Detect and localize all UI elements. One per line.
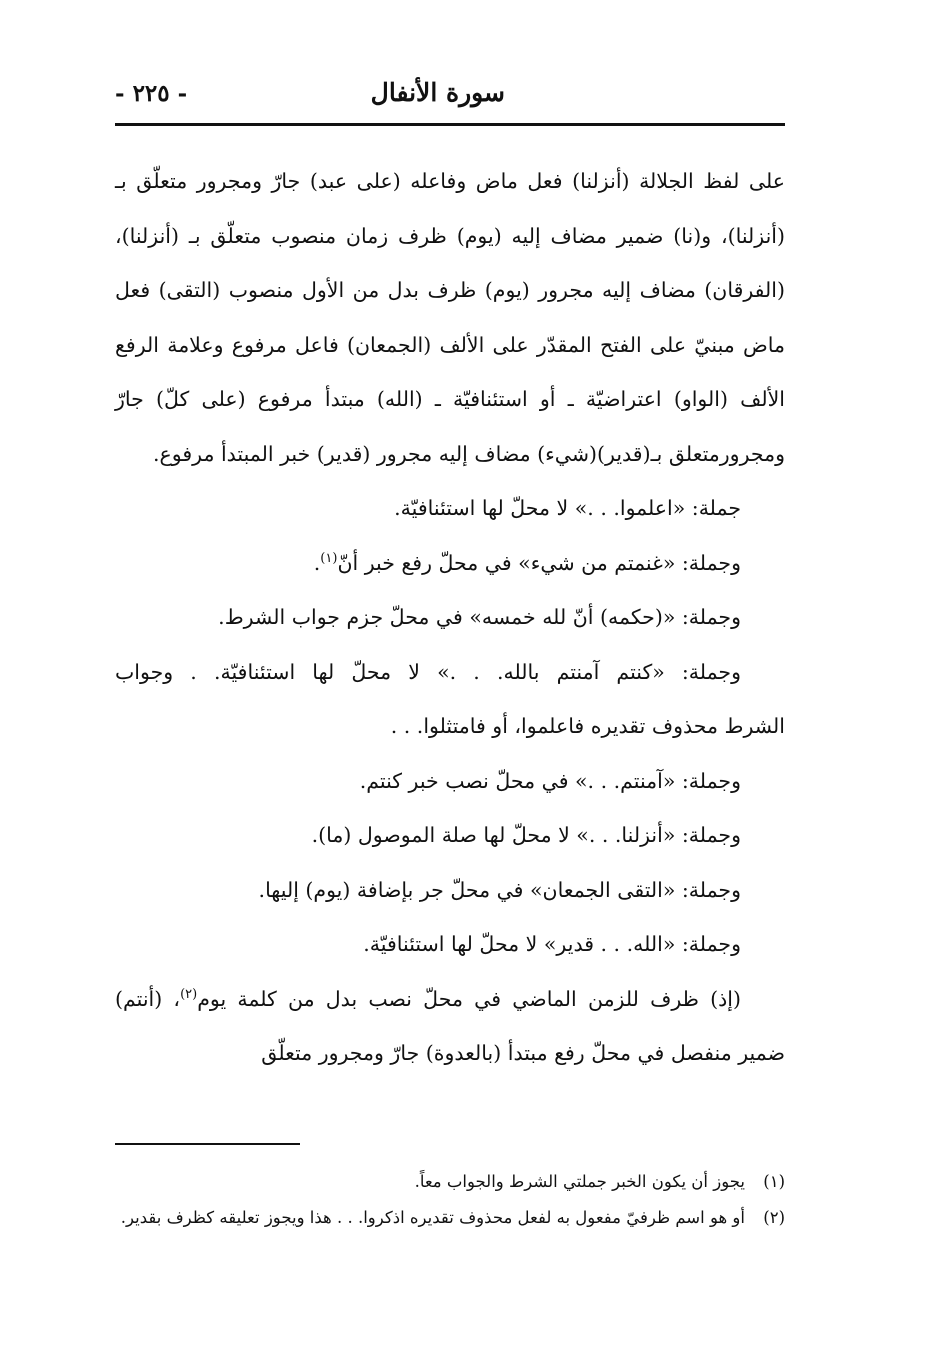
- sentence-text: وجملة: «الله. . . قدير» لا محلّ لها استئنافيّة.: [363, 932, 741, 956]
- sentence-text: جملة: «اعلموا. . .» لا محلّ لها استئنافيّة.: [394, 496, 741, 520]
- sentence-text: وجملة: «(حكمه) أنّ لله خمسه» في محلّ جزم جواب الشرط.: [218, 605, 741, 629]
- book-page: [115, 70, 785, 1270]
- header-rule: [115, 123, 785, 126]
- footnote-text: أو هو اسم ظرفيّ مفعول به لفعل محذوف تقديره اذكروا. . . هذا ويجوز تعليقه كظرف بقدير.: [120, 1208, 745, 1227]
- footnote-text: يجوز أن يكون الخبر جملتي الشرط والجواب معاً.: [414, 1172, 745, 1191]
- page-number: - ٢٢٥ -: [115, 80, 188, 107]
- page-header: [115, 70, 785, 118]
- footnote-ref[interactable]: (١): [320, 550, 338, 566]
- sentence-line: [115, 536, 785, 591]
- sentence-continuation: [115, 699, 785, 754]
- sentence-text: وجملة: «آمنتم. . .» في محلّ نصب خبر كنتم.: [359, 768, 741, 793]
- sentence-end: .: [313, 550, 321, 575]
- page-body: [115, 154, 785, 1081]
- footnotes: [115, 1164, 785, 1236]
- sentence-line: [115, 481, 785, 536]
- sentence-line: [115, 808, 785, 863]
- footnote-item: [115, 1200, 785, 1236]
- paragraph-text: (إذ) ظرف للزمن الماضي في محلّ نصب بدل من كلمة يوم: [197, 986, 742, 1011]
- footnote-number: (١): [763, 1172, 785, 1191]
- footnote-number: (٢): [763, 1208, 785, 1227]
- footnote-ref[interactable]: (٢): [180, 986, 198, 1002]
- sentence-line: [115, 590, 785, 645]
- sentence-text: وجملة: «كنتم آمنتم بالله. . .» لا محلّ لها استئنافيّة. . وجواب: [115, 659, 741, 684]
- sentence-line: [115, 645, 785, 700]
- surah-title: سورة الأنفال: [370, 78, 505, 107]
- grammar-paragraph: [115, 972, 785, 1081]
- sentence-text: وجملة: «التقى الجمعان» في محلّ جر بإضافة (يوم) إليها.: [258, 877, 741, 902]
- paragraph-text: ، (أنتم) ضمير منفصل في محلّ رفع مبتدأ (بالعدوة) جارّ ومجرور متعلّق: [115, 986, 785, 1065]
- sentence-line: [115, 754, 785, 809]
- sentence-text: وجملة: «غنمتم من شيء» في محلّ رفع خبر أنّ: [337, 550, 741, 575]
- footnote-item: [115, 1164, 785, 1200]
- sentence-text: وجملة: «أنزلنا. . .» لا محلّ لها صلة الموصول (ما).: [311, 823, 741, 847]
- sentence-text: الشرط محذوف تقديره فاعلموا، أو فامتثلوا. . .: [390, 714, 785, 738]
- sentence-line: [115, 917, 785, 972]
- sentence-line: [115, 863, 785, 918]
- grammar-paragraph: [115, 154, 785, 481]
- paragraph-text: على لفظ الجلالة (أنزلنا) فعل ماض وفاعله (على عبد) جارّ ومجرور متعلّق بـ (أنزلنا)، و(نا) ضمير مضاف إليه (يوم) ظرف زمان منصوب متعلّق بـ (أنزلنا)، (الفرقان) مضاف إليه مجرور (يوم) ظرف بدل من الأول منصوب (التقى) فعل ماض مبنيّ على الفتح المقدّر على الألف (الجمعان) فاعل مرفوع وعلامة الرفع الألف (الواو) اعتراضيّة ـ أو استئنافيّة ـ (الله) مبتدأ مرفوع (على كلّ) جارّ ومجرورمتعلق بـ(قدير)(شيء) مضاف إليه مجرور (قدير) خبر المبتدأ مرفوع.: [115, 169, 785, 466]
